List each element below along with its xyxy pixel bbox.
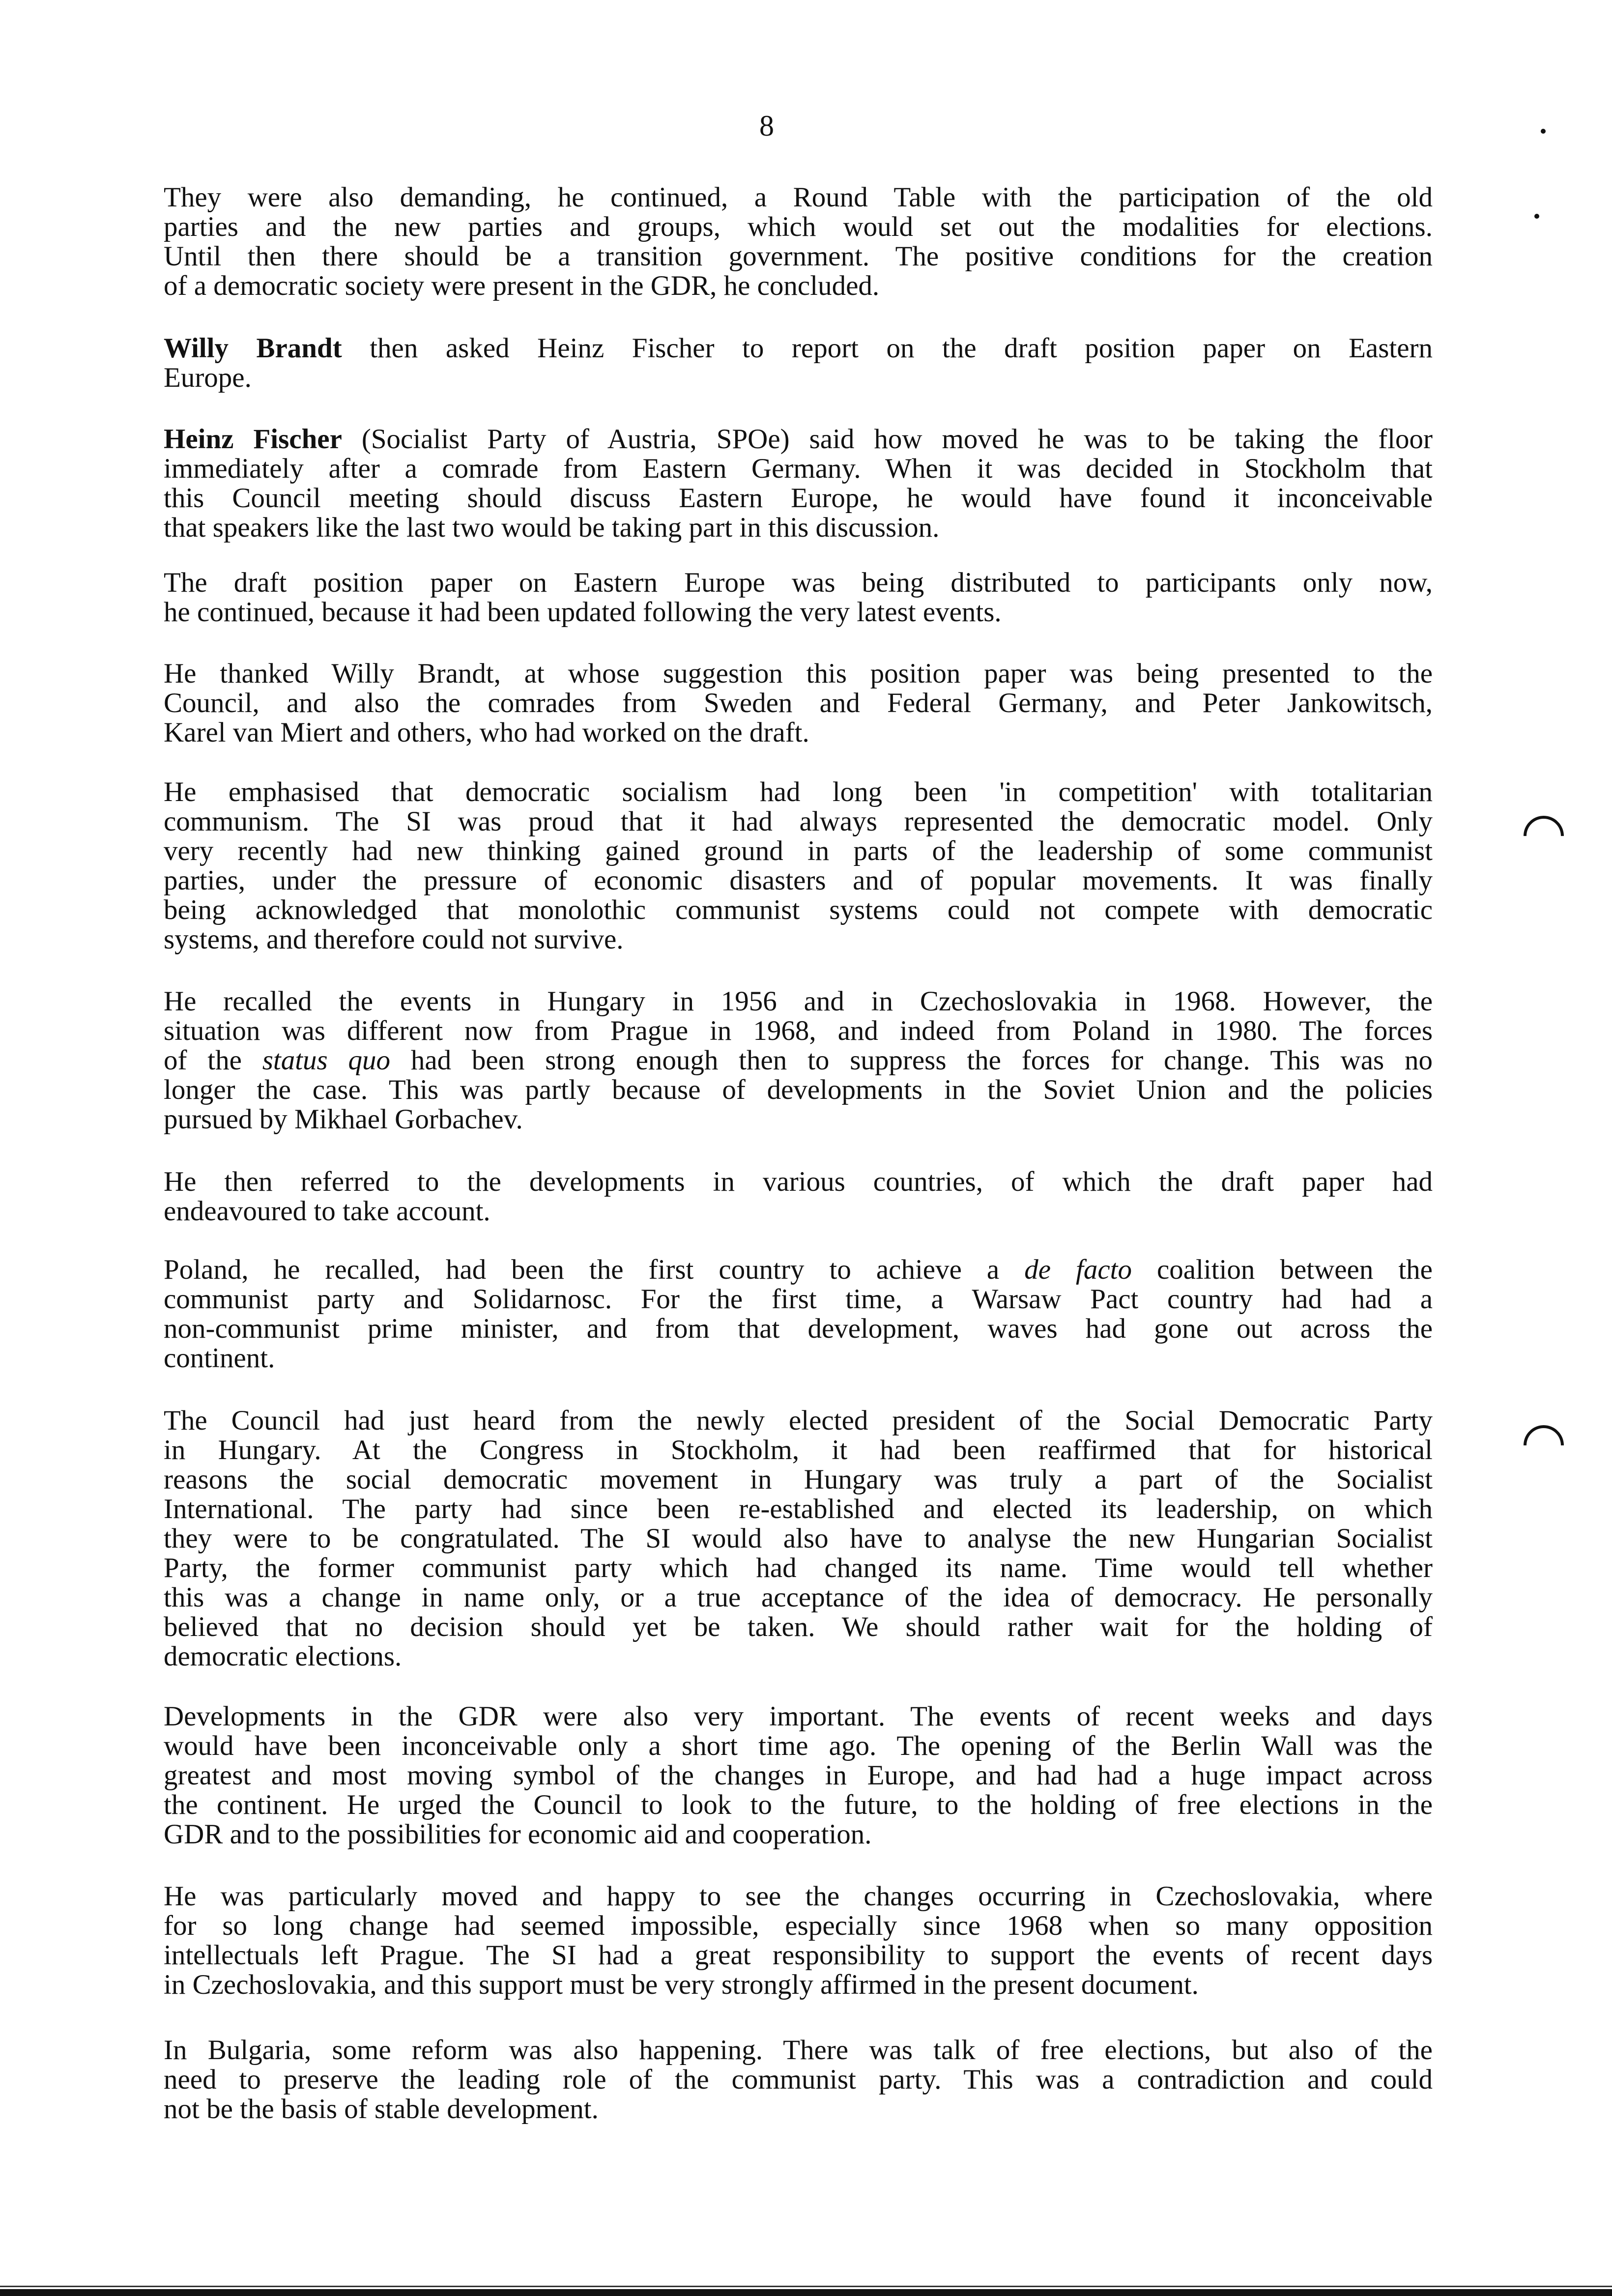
text-line: immediately after a comrade from Eastern Germany. When it was decided in Stockholm that [164,453,1433,484]
text-run: coalition between the [1131,1254,1433,1285]
text-line: this Council meeting should discuss Eastern Europe, he would have found it inconceivable [164,483,1433,514]
text-line: They were also demanding, he continued, a Round Table with the participation of the old [164,182,1433,213]
text-line: not be the basis of stable development. [164,2094,599,2124]
text-line: He emphasised that democratic socialism had long been 'in competition' with totalitarian [164,776,1433,807]
page-number: 8 [759,110,774,142]
text-line: greatest and most moving symbol of the changes in Europe, and had had a huge impact across [164,1760,1433,1791]
paragraph [164,659,1433,747]
text-line: in Hungary. At the Congress in Stockholm, it had been reaffirmed that for historical [164,1435,1433,1465]
text-line: He was particularly moved and happy to see the changes occurring in Czechoslovakia, where [164,1881,1433,1912]
text-line: non-communist prime minister, and from that development, waves had gone out across the [164,1313,1433,1344]
text-line: for so long change had seemed impossible, especially since 1968 when so many opposition [164,1910,1433,1941]
paragraph [164,2036,1433,2124]
text-line: in Czechoslovakia, and this support must be very strongly affirmed in the present document. [164,1969,1199,2000]
text-line: endeavoured to take account. [164,1196,490,1227]
text-line: reasons the social democratic movement in Hungary was truly a part of the Socialist [164,1464,1433,1495]
text-line [164,334,1433,363]
text-line: continent. [164,1343,275,1374]
text-line: of a democratic society were present in the GDR, he concluded. [164,270,880,301]
paragraph [164,1255,1433,1373]
text-line: GDR and to the possibilities for economic aid and cooperation. [164,1819,872,1850]
hole-punch-mark [1515,1417,1572,1474]
paragraph [164,1167,1433,1226]
scan-speck [1534,214,1539,219]
paragraph [164,1702,1433,1849]
text-line: International. The party had since been re-established and elected its leadership, on which [164,1493,1433,1524]
text-line: being acknowledged that monolothic communist systems could not compete with democratic [164,894,1433,925]
text-line: Party, the former communist party which had changed its name. Time would tell whether [164,1552,1433,1583]
italic-phrase: de facto [1024,1254,1132,1285]
paragraph [164,183,1433,301]
text-line: parties and the new parties and groups, which would set out the modalities for elections. [164,211,1433,242]
paragraph [164,987,1433,1134]
text-line: believed that no decision should yet be taken. We should rather wait for the holding of [164,1611,1433,1642]
text-line: communist party and Solidarnosc. For the first time, a Warsaw Pact country had had a [164,1284,1433,1315]
paragraph [164,568,1433,627]
text-line: pursued by Mikhael Gorbachev. [164,1104,523,1135]
text-line: that speakers like the last two would be taking part in this discussion. [164,512,940,543]
text-line: the continent. He urged the Council to look to the future, to the holding of free elections in the [164,1789,1433,1820]
text-run: Poland, he recalled, had been the first country to achieve a [164,1254,1025,1285]
text-line: The draft position paper on Eastern Europe was being distributed to participants only now, [164,567,1433,598]
text-line: systems, and therefore could not survive. [164,924,624,955]
text-line: Developments in the GDR were also very important. The events of recent weeks and days [164,1701,1433,1732]
paragraph [164,425,1433,543]
text-run: (Socialist Party of Austria, SPOe) said how moved he was to be taking the floor [342,424,1433,455]
paragraph [164,777,1433,954]
text-run: had been strong enough then to suppress the forces for change. This was no [390,1045,1433,1076]
text-line: Europe. [164,362,252,393]
paragraph [164,1882,1433,2000]
text-line [164,1255,1433,1285]
text-line: He recalled the events in Hungary in 1956 and in Czechoslovakia in 1968. However, the [164,986,1433,1017]
paragraph [164,334,1433,393]
text-line: this was a change in name only, or a true acceptance of the idea of democracy. He personally [164,1582,1433,1613]
text-line: He then referred to the developments in various countries, of which the draft paper had [164,1166,1433,1197]
text-line: situation was different now from Prague in 1968, and indeed from Poland in 1980. The forces [164,1015,1433,1046]
speaker-name: Willy Brandt [164,333,342,364]
text-line: they were to be congratulated. The SI would also have to analyse the new Hungarian Socialist [164,1523,1433,1554]
hole-punch-mark [1515,807,1572,864]
text-line: very recently had new thinking gained ground in parts of the leadership of some communist [164,835,1433,866]
text-line: He thanked Willy Brandt, at whose suggestion this position paper was being presented to the [164,658,1433,689]
text-line: intellectuals left Prague. The SI had a great responsibility to support the events of recent days [164,1940,1433,1971]
text-line: Karel van Miert and others, who had worked on the draft. [164,717,809,748]
text-run: of the [164,1045,262,1076]
page-edge-shadow [0,2289,1612,2296]
text-line: In Bulgaria, some reform was also happening. There was talk of free elections, but also of the [164,2035,1433,2066]
italic-phrase: status quo [262,1045,391,1076]
text-line: he continued, because it had been updated following the very latest events. [164,597,1002,628]
text-line [164,425,1433,454]
page-edge-line [0,2286,1612,2287]
speaker-name: Heinz Fischer [164,424,342,455]
text-line: need to preserve the leading role of the communist party. This was a contradiction and could [164,2064,1433,2095]
text-line: Until then there should be a transition government. The positive conditions for the creation [164,241,1433,272]
text-line: Council, and also the comrades from Sweden and Federal Germany, and Peter Jankowitsch, [164,688,1433,718]
paragraph [164,1406,1433,1671]
scan-speck [1541,129,1546,134]
text-line: longer the case. This was partly because of developments in the Soviet Union and the policies [164,1074,1433,1105]
text-line: parties, under the pressure of economic disasters and of popular movements. It was finally [164,865,1433,896]
text-line: democratic elections. [164,1641,402,1672]
text-line: The Council had just heard from the newly elected president of the Social Democratic Party [164,1405,1433,1436]
text-run: then asked Heinz Fischer to report on the draft position paper on Eastern [342,333,1433,364]
text-line [164,1046,1433,1075]
text-line: would have been inconceivable only a short time ago. The opening of the Berlin Wall was the [164,1730,1433,1761]
text-line: communism. The SI was proud that it had always represented the democratic model. Only [164,806,1433,837]
